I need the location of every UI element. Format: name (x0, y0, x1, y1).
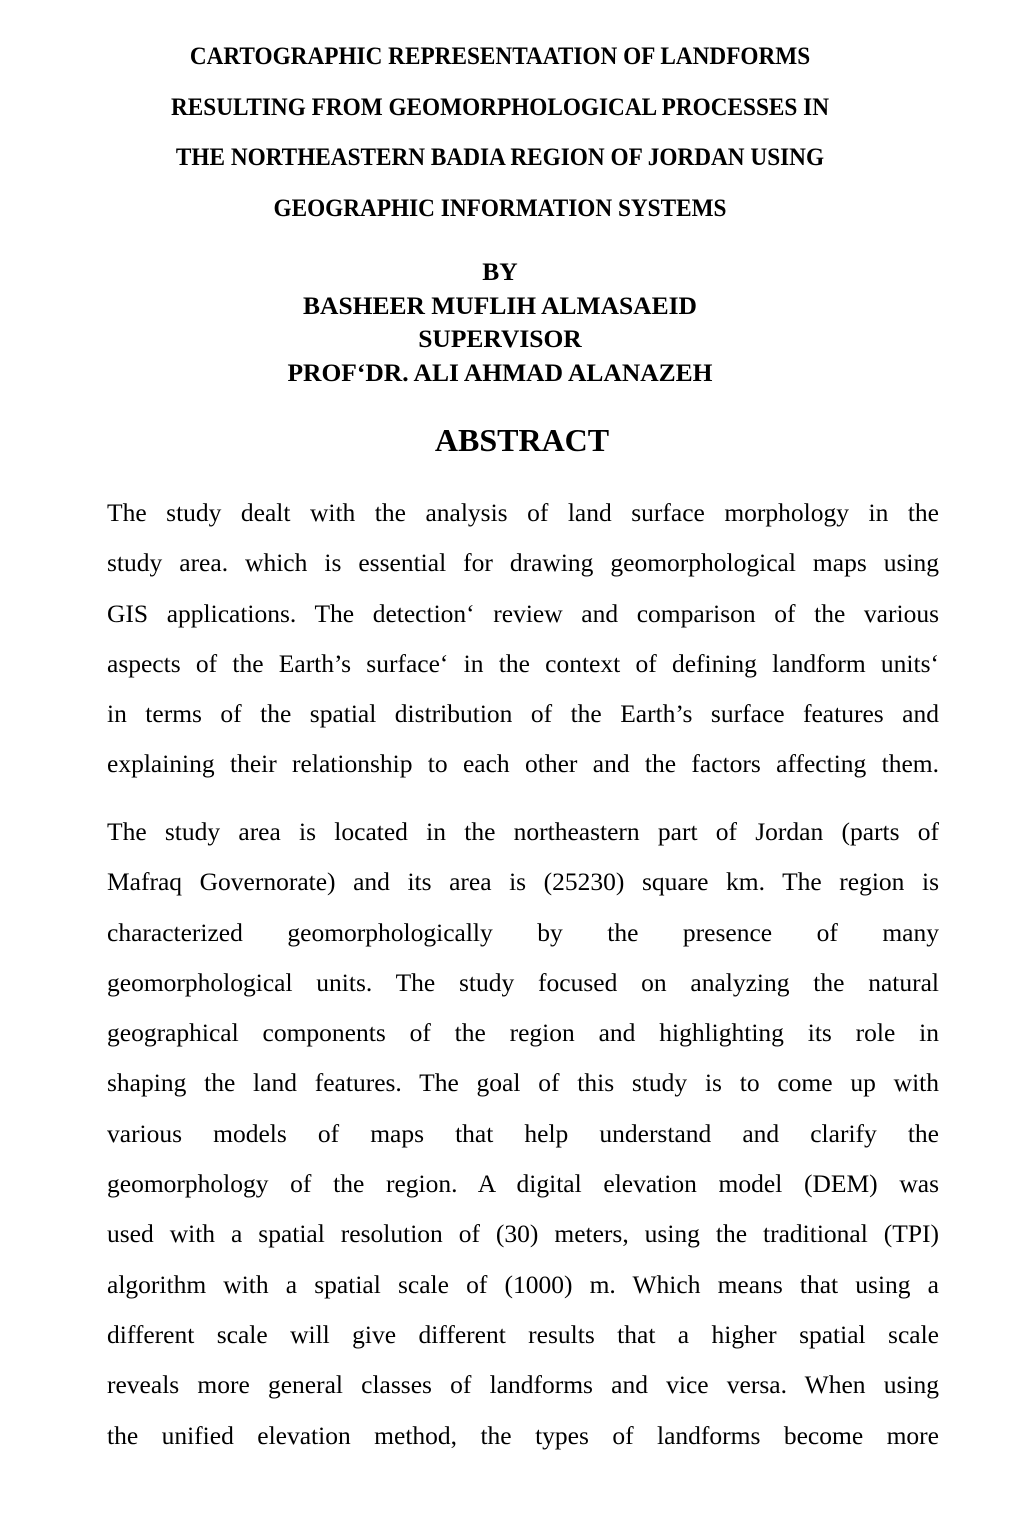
document-title (0, 32, 1000, 234)
paragraph-line: shaping the land features. The goal of this study is to come up with (107, 1068, 939, 1098)
paragraph-line: used with a spatial resolution of (30) meters, using the traditional (TPI) (107, 1219, 939, 1249)
title-line: RESULTING FROM GEOMORPHOLOGICAL PROCESSES IN (170, 93, 830, 121)
paragraph-line: study area. which is essential for drawing geomorphological maps using (107, 548, 939, 578)
title-line: THE NORTHEASTERN BADIA REGION OF JORDAN USING (175, 144, 825, 171)
paragraph-line: GIS applications. The detection‘ review and comparison of the various (107, 598, 939, 628)
byline (0, 255, 1000, 389)
title-line: GEOGRAPHIC INFORMATION SYSTEMS (273, 194, 727, 222)
paragraph-line: explaining their relationship to each other and the factors affecting them. (107, 749, 939, 779)
paragraph-line: various models of maps that help understand and clarify the (107, 1118, 939, 1148)
abstract-paragraph-1 (107, 488, 939, 790)
abstract-heading: ABSTRACT (434, 422, 610, 458)
paragraph-line: reveals more general classes of landforms and vice versa. When using (107, 1370, 939, 1400)
paragraph-line: The study dealt with the analysis of land surface morphology in the (107, 498, 939, 527)
supervisor-label: SUPERVISOR (418, 324, 582, 353)
paragraph-line: different scale will give different results that a higher spatial scale (107, 1319, 939, 1349)
abstract-paragraph-2 (107, 807, 939, 1461)
paragraph-line: Mafraq Governorate) and its area is (25230) square km. The region is (107, 867, 939, 897)
paragraph-line: geographical components of the region and highlighting its role in (107, 1018, 939, 1048)
paragraph-line: the unified elevation method, the types of landforms become more (107, 1420, 939, 1450)
paragraph-line: in terms of the spatial distribution of the Earth’s surface features and (107, 699, 939, 729)
paragraph-line: geomorphology of the region. A digital elevation model (DEM) was (107, 1169, 939, 1199)
supervisor-name: PROF‘DR. ALI AHMAD ALANAZEH (287, 357, 713, 387)
paragraph-line: aspects of the Earth’s surface‘ in the context of defining landform units‘ (107, 648, 939, 678)
paragraph-line: The study area is located in the northeastern part of Jordan (parts of (107, 817, 939, 846)
paragraph-line: geomorphological units. The study focused on analyzing the natural (107, 967, 939, 997)
title-line: CARTOGRAPHIC REPRESENTAATION OF LANDFORMS (189, 43, 811, 70)
by-label: BY (482, 257, 518, 286)
paragraph-line: characterized geomorphologically by the presence of many (107, 917, 939, 947)
paragraph-line: algorithm with a spatial scale of (1000) m. Which means that using a (107, 1269, 939, 1299)
author-name: BASHEER MUFLIH ALMASAEID (303, 290, 697, 320)
